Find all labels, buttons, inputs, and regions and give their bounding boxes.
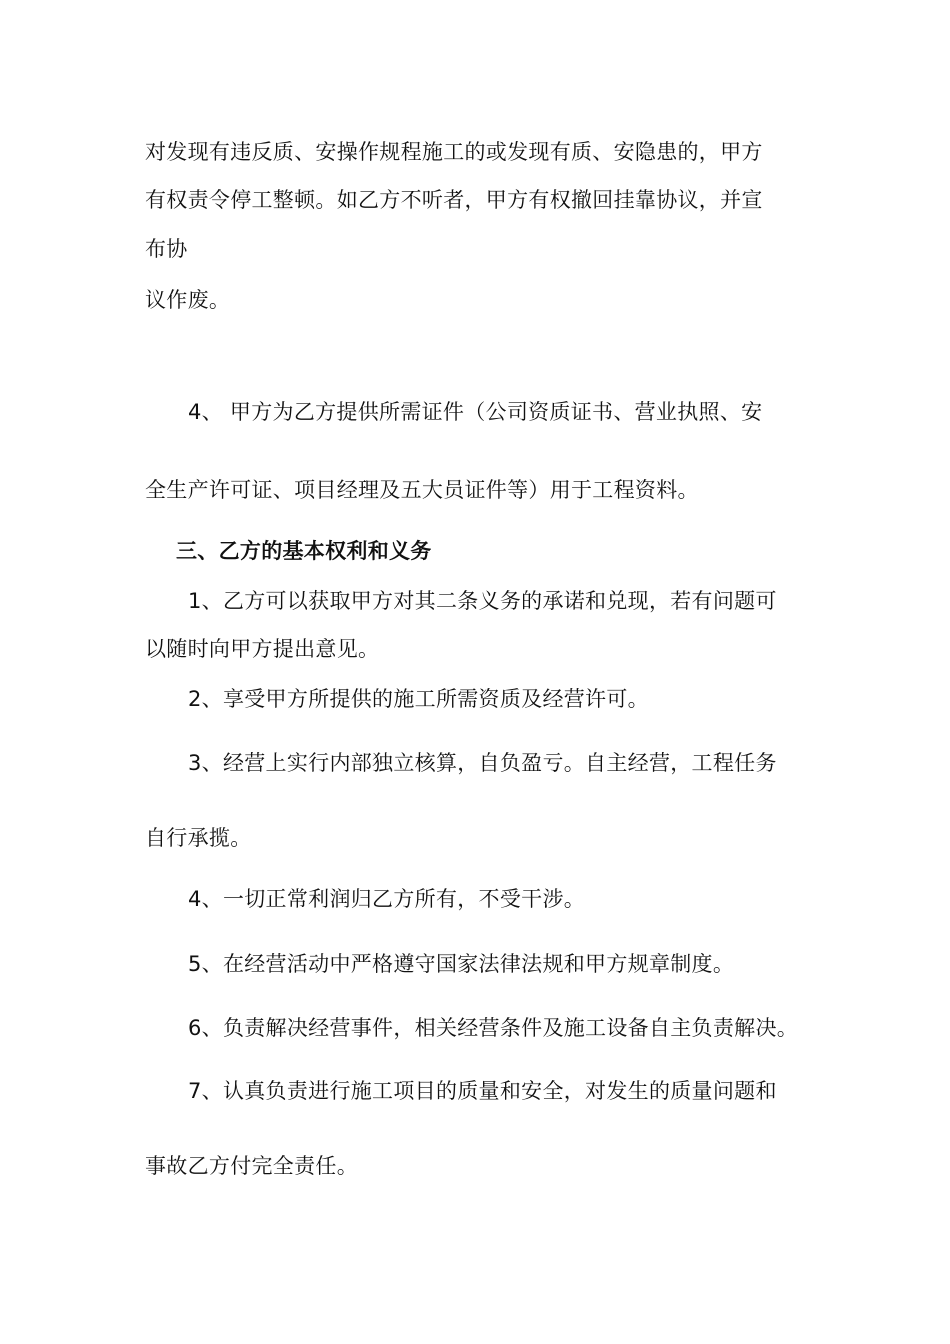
paragraph-line: 全生产许可证、项目经理及五大员证件等）用于工程资料。 (145, 478, 699, 502)
list-item-line: 6、负责解决经营事件，相关经营条件及施工设备自主负责解决。 (188, 1016, 799, 1040)
section-heading: 三、乙方的基本权利和义务 (176, 539, 432, 563)
list-item-line: 3、经营上实行内部独立核算，自负盈亏。自主经营，工程任务 (188, 751, 777, 775)
paragraph-line: 事故乙方付完全责任。 (145, 1154, 358, 1178)
list-item-line: 2、享受甲方所提供的施工所需资质及经营许可。 (188, 687, 649, 711)
list-item-line: 4、 甲方为乙方提供所需证件（公司资质证书、营业执照、安 (188, 400, 763, 424)
paragraph-line: 有权责令停工整顿。如乙方不听者，甲方有权撤回挂靠协议，并宣 (145, 188, 763, 212)
list-item-line: 4、一切正常利润归乙方所有，不受干涉。 (188, 887, 586, 911)
list-item-line: 1、乙方可以获取甲方对其二条义务的承诺和兑现，若有问题可 (188, 589, 777, 613)
paragraph-line: 自行承揽。 (145, 826, 252, 850)
paragraph-line: 布协 (145, 237, 188, 261)
paragraph-line: 议作废。 (145, 288, 231, 312)
list-item-line: 5、在经营活动中严格遵守国家法律法规和甲方规章制度。 (188, 952, 735, 976)
list-item-line: 7、认真负责进行施工项目的质量和安全，对发生的质量问题和 (188, 1079, 777, 1103)
paragraph-line: 对发现有违反质、安操作规程施工的或发现有质、安隐患的，甲方 (145, 140, 763, 164)
paragraph-line: 以随时向甲方提出意见。 (145, 637, 380, 661)
